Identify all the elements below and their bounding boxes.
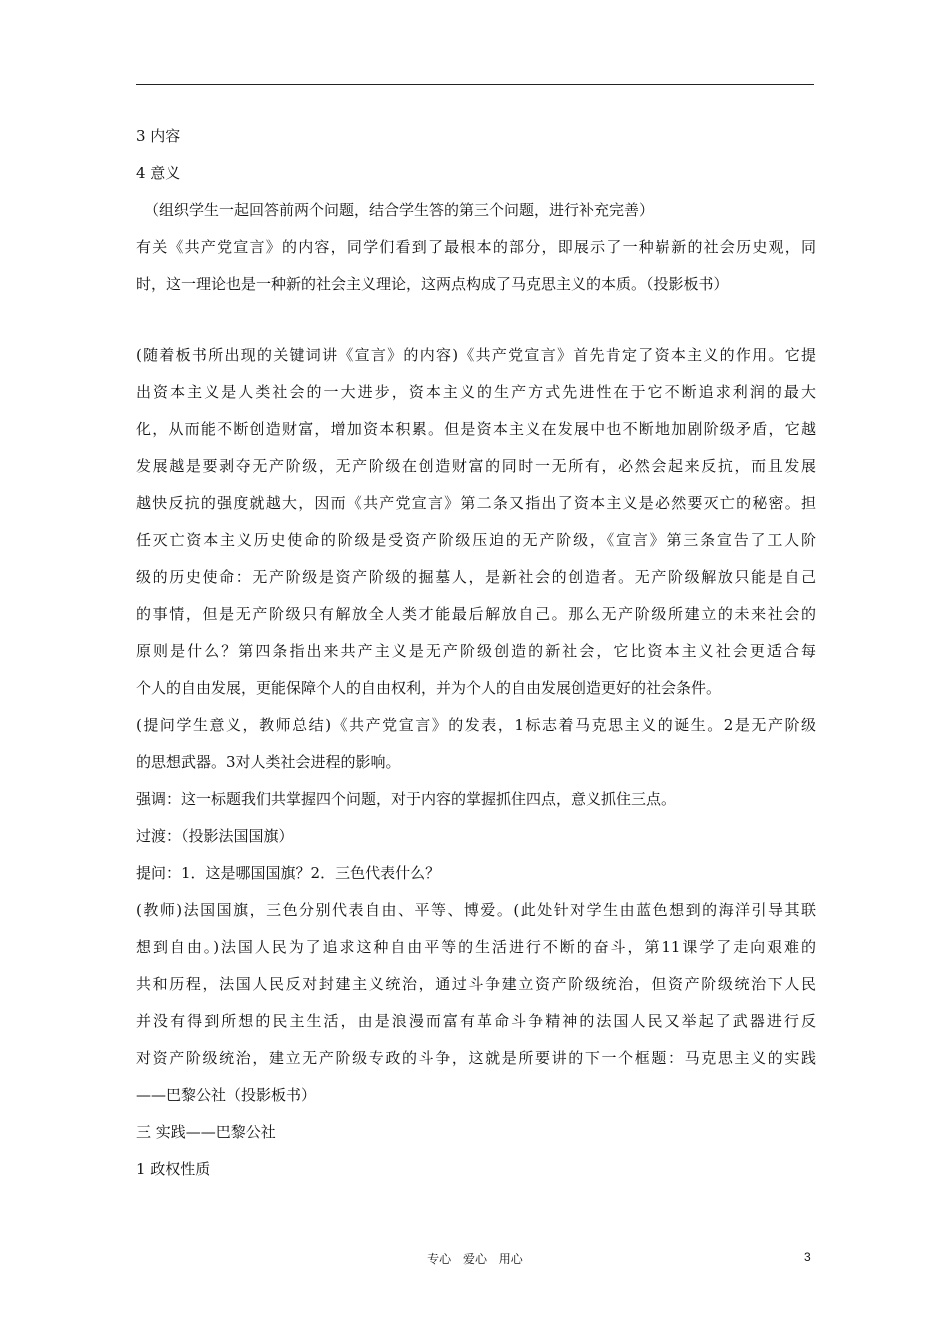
paragraph-gap [136,303,816,337]
text-line: 提问：1．这是哪国国旗？2．三色代表什么？ [136,864,441,882]
text-line: 共和历程，法国人民反对封建主义统治，通过斗争建立资产阶级统治，但资产阶级统治下人民 [136,975,816,993]
text-line: 原则是什么？第四条指出来共产主义是无产阶级创造的新社会，它比资本主义社会更适合每 [136,642,816,660]
text-line: 的事情，但是无产阶级只有解放全人类才能最后解放自己。那么无产阶级所建立的未来社会的 [136,605,816,623]
text-line: 化，从而能不断创造财富，增加资本积累。但是资本主义在发展中也不断地加剧阶级矛盾，它越 [136,420,816,438]
page-number: 3 [804,1250,811,1264]
text-line: 过渡：（投影法国国旗） [136,827,294,845]
text-line: (随着板书所出现的关键词讲《宣言》的内容)《共产党宣言》首先肯定了资本主义的作用。它提 [136,346,816,364]
text-line: (提问学生意义，教师总结)《共产党宣言》的发表，1标志着马克思主义的诞生。2是无产阶级 [136,716,816,734]
text-line: （组织学生一起回答前两个问题，结合学生答的第三个问题，进行补充完善） [144,201,655,219]
heading-significance: 4 意义 [136,164,181,182]
footer-motto: 专心 爱心 用心 [427,1252,523,1266]
text-line: ——巴黎公社（投影板书） [136,1086,317,1104]
heading-content: 3 内容 [136,127,181,145]
text-line: 个人的自由发展，更能保障个人的自由权利，并为个人的自由发展创造更好的社会条件。 [136,679,722,697]
text-line: 有关《共产党宣言》的内容，同学们看到了最根本的部分，即展示了一种崭新的社会历史观，同 [136,238,816,256]
text-line: 并没有得到所想的民主生活，由是浪漫而富有革命斗争精神的法国人民又举起了武器进行反 [136,1012,816,1030]
text-line: 对资产阶级统治，建立无产阶级专政的斗争，这就是所要讲的下一个框题：马克思主义的实践 [136,1049,816,1067]
section-heading-practice: 三 实践——巴黎公社 [136,1123,276,1141]
text-line: 越快反抗的强度就越大，因而《共产党宣言》第二条又指出了资本主义是必然要灭亡的秘密。担 [136,494,816,512]
text-line: 发展越是要剥夺无产阶级，无产阶级在创造财富的同时一无所有，必然会起来反抗，而且发展 [136,457,816,475]
document-body [136,118,816,1188]
text-line: 时，这一理论也是一种新的社会主义理论，这两点构成了马克思主义的本质。（投影板书） [136,275,729,293]
text-line: 级的历史使命：无产阶级是资产阶级的掘墓人，是新社会的创造者。无产阶级解放只能是自己 [136,568,816,586]
text-line: 任灭亡资本主义历史使命的阶级是受资产阶级压迫的无产阶级，《宣言》第三条宣告了工人阶 [136,531,816,549]
text-line: 的思想武器。3对人类社会进程的影响。 [136,753,401,771]
header-rule [136,84,814,85]
text-line: 想到自由。)法国人民为了追求这种自由平等的生活进行不断的奋斗，第11课学了走向艰难的 [136,938,816,956]
subheading-regime-nature: 1 政权性质 [136,1160,211,1178]
text-line: 强调：这一标题我们共掌握四个问题，对于内容的掌握抓住四点，意义抓住三点。 [136,790,677,808]
text-line: (教师)法国国旗，三色分别代表自由、平等、博爱。(此处针对学生由蓝色想到的海洋引导其联 [136,901,816,919]
text-line: 出资本主义是人类社会的一大进步，资本主义的生产方式先进性在于它不断追求利润的最大 [136,383,816,401]
